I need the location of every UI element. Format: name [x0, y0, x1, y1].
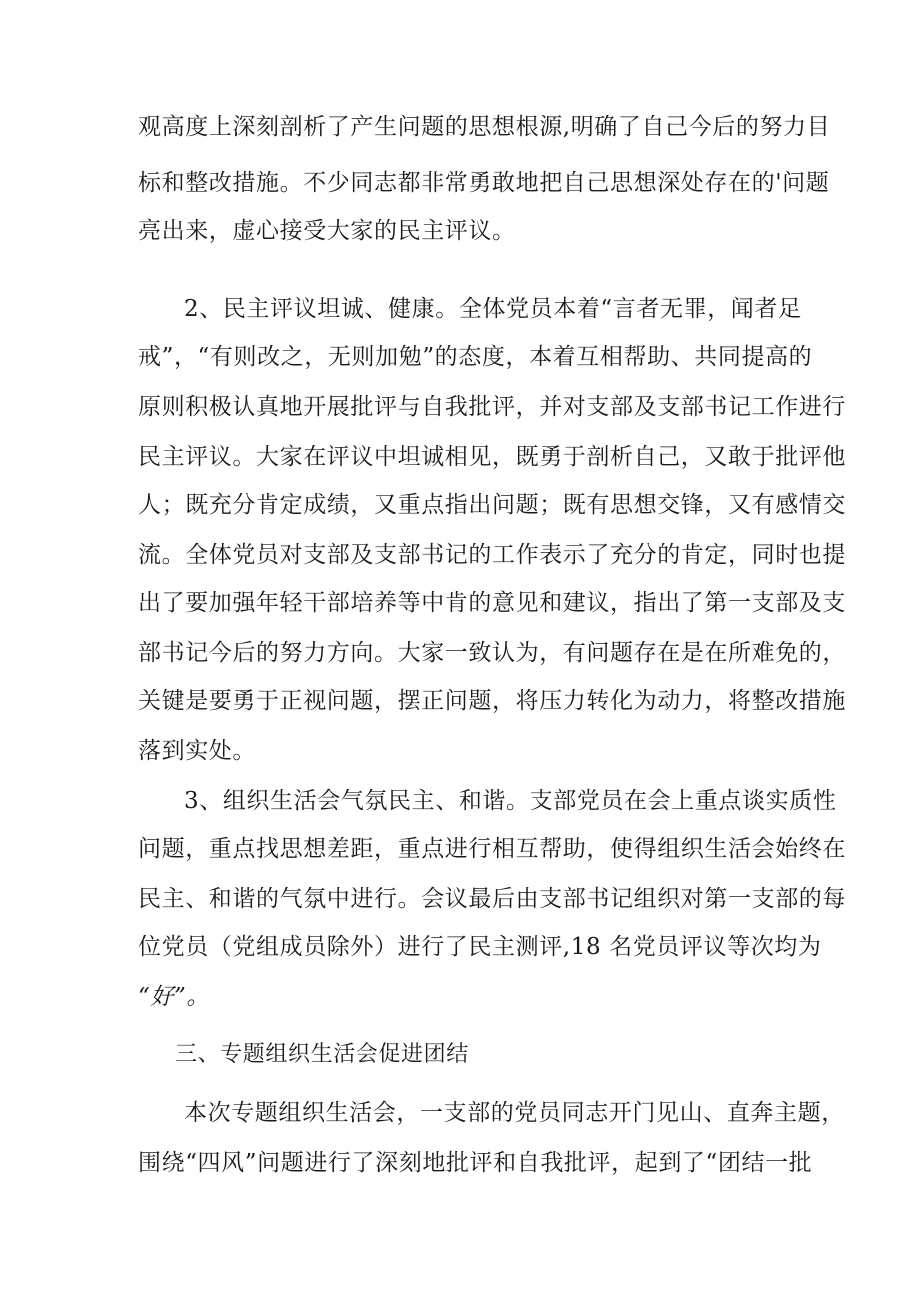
text-line: 关键是要勇于正视问题，摆正问题，将压力转化为动力，将整改措施: [138, 688, 846, 714]
paragraph-start-line: 3、组织生活会气氛民主、和谐。支部党员在会上重点谈实质性: [184, 788, 837, 814]
text-line: 围绕“四风”问题进行了深刻地批评和自我批评，起到了“团结一批: [138, 1150, 813, 1176]
text-line: 流。全体党员对支部及支部书记的工作表示了充分的肯定，同时也提: [138, 542, 846, 568]
text-line: 戒”，“有则改之，无则加勉”的态度，本着互相帮助、共同提高的: [138, 344, 813, 370]
paragraph-start-line: 2、民主评议坦诚、健康。全体党员本着“言者无罪，闻者足: [184, 296, 802, 322]
text-line: 人；既充分肯定成绩，又重点指出问题；既有思想交锋，又有感情交: [138, 492, 846, 518]
text-line: “好”。: [138, 984, 210, 1010]
text-line: 亮出来，虚心接受大家的民主评议。: [138, 218, 516, 244]
text-line: 问题，重点找思想差距，重点进行相互帮助，使得组织生活会始终在: [138, 836, 846, 862]
text-line: 民主、和谐的气氛中进行。会议最后由支部书记组织对第一支部的每: [138, 886, 846, 912]
text-line: 原则积极认真地开展批评与自我批评，并对支部及支部书记工作进行: [138, 394, 846, 420]
section-heading: 三、专题组织生活会促进团结: [175, 1042, 469, 1067]
text-line: 民主评议。大家在评议中坦诚相见，既勇于剖析自己，又敢于批评他: [138, 444, 846, 470]
text-line: 部书记今后的努力方向。大家一致认为，有问题存在是在所难免的，: [138, 640, 846, 666]
paragraph-start-line: 本次专题组织生活会，一支部的党员同志开门见山、直奔主题，: [184, 1100, 845, 1126]
text-line: 观高度上深刻剖析了产生问题的思想根源,明确了自己今后的努力目: [138, 114, 831, 140]
text-line: 落到实处。: [138, 738, 256, 764]
text-line: 位党员（党组成员除外）进行了民主测评,18 名党员评议等次均为: [138, 934, 822, 960]
text-line: 出了要加强年轻干部培养等中肯的意见和建议，指出了第一支部及支: [138, 590, 846, 616]
text-line: 标和整改措施。不少同志都非常勇敢地把自己思想深处存在的'问题: [138, 170, 830, 196]
